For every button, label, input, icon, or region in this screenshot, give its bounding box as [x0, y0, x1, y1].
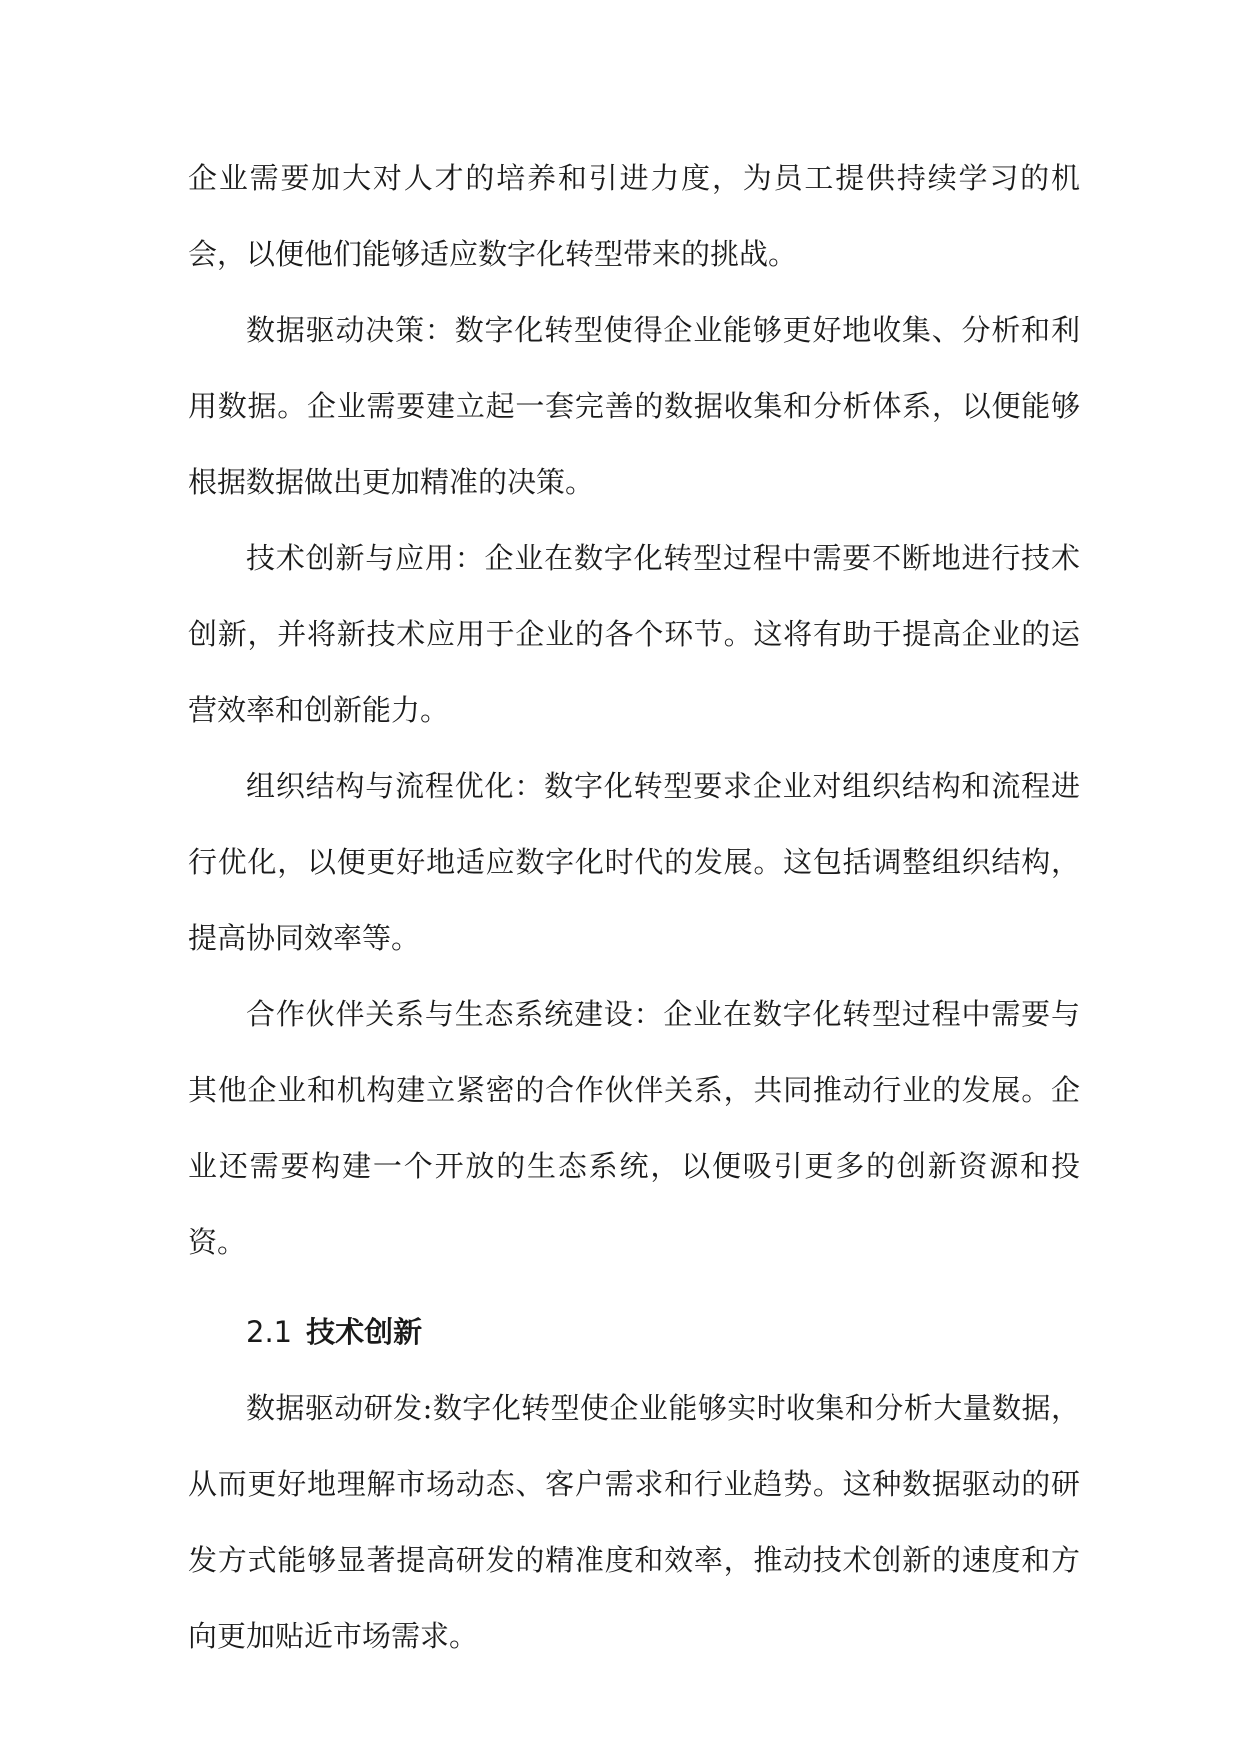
paragraph-data-driven-rd: 数据驱动研发:数字化转型使企业能够实时收集和分析大量数据，从而更好地理解市场动态、客户需求和行业趋势。这种数据驱动的研发方式能够显著提高研发的精准度和效率，推动技术创新的速度和方向更加贴近市场需求。 — [188, 1391, 1080, 1653]
section-title: 技术创新 — [306, 1315, 423, 1349]
paragraph-org-structure-optimization: 组织结构与流程优化：数字化转型要求企业对组织结构和流程进行优化，以便更好地适应数字化时代的发展。这包括调整组织结构，提高协同效率等。 — [188, 769, 1080, 955]
section-heading — [188, 1294, 1080, 1370]
paragraph-tech-innovation-application: 技术创新与应用：企业在数字化转型过程中需要不断地进行技术创新，并将新技术应用于企业的各个环节。这将有助于提高企业的运营效率和创新能力。 — [188, 541, 1080, 727]
paragraph-partnership-ecosystem: 合作伙伴关系与生态系统建设：企业在数字化转型过程中需要与其他企业和机构建立紧密的合作伙伴关系，共同推动行业的发展。企业还需要构建一个开放的生态系统，以便吸引更多的创新资源和投资。 — [188, 997, 1080, 1259]
paragraph-data-driven-decision: 数据驱动决策：数字化转型使得企业能够更好地收集、分析和利用数据。企业需要建立起一套完善的数据收集和分析体系，以便能够根据数据做出更加精准的决策。 — [188, 313, 1080, 499]
paragraph-talent-development: 企业需要加大对人才的培养和引进力度，为员工提供持续学习的机会，以便他们能够适应数字化转型带来的挑战。 — [188, 161, 1080, 271]
section-number: 2.1 — [246, 1315, 293, 1349]
document-body — [188, 140, 1080, 1674]
